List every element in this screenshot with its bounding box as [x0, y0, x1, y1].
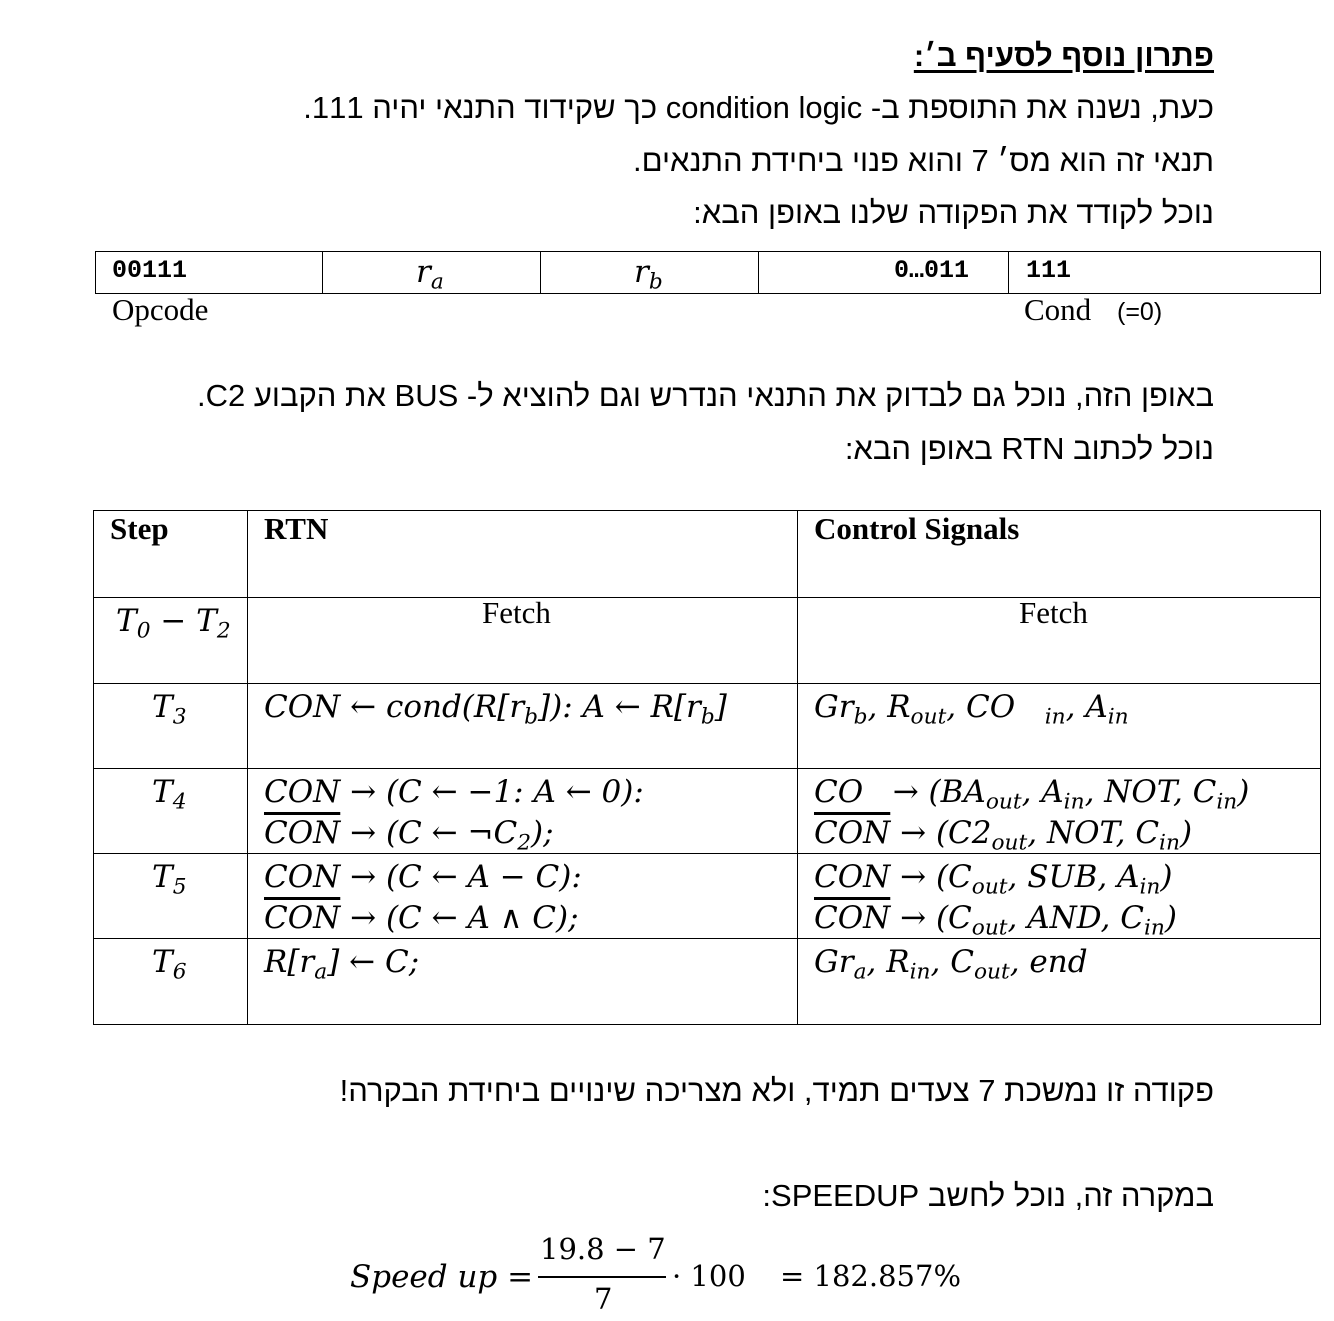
- signals-t6: $Gr_a$, $R_{in}$, $C_{out}$, end: [814, 944, 1088, 985]
- intro-line-3: נוכל לקודד את הפקודה שלנו באופן הבא:: [693, 195, 1214, 230]
- rtn-t5-line2: $\overline{CON} \to (C$ ← A ∧ C);: [264, 900, 579, 936]
- signals-t5-line2: $\overline{CON} \to (C_{out}$, AND, $C_{in}$): [814, 900, 1177, 941]
- speedup-denominator: 7: [594, 1282, 613, 1316]
- rtn-fetch: Fetch: [482, 595, 551, 630]
- rtn-table: [93, 510, 1321, 1025]
- rtn-t3: CON ← $cond(R[r_b])$: A ← $R[r_b]$: [264, 689, 727, 730]
- after-line-1: פקודה זו נמשכת 7 צעדים תמיד, ולא מצריכה שינויים ביחידת הבקרה!: [339, 1073, 1214, 1108]
- rtn-t4-line2: $\overline{CON} \to (C$ ← $\neg C_2$);: [264, 815, 554, 856]
- step-t3: $T_3$: [152, 689, 187, 730]
- intro-line-1: כעת, נשנה את התוספת ב- condition logic כך שקידוד התנאי יהיה 111.: [303, 90, 1214, 125]
- signals-t4-line2: $\overline{CON} \to (C2_{out}$, NOT, $C_{in}$): [814, 815, 1193, 856]
- cond-bits: 111: [1026, 256, 1072, 285]
- rtn-t4-line1: CON → (C ← −1: A ← 0):: [264, 774, 644, 810]
- constant-bits: 0…011: [894, 256, 970, 285]
- step-t0-t2: $T_0 - T_2$: [116, 603, 231, 644]
- step-t6: $T_6$: [152, 944, 187, 985]
- middle-line-1: באופן הזה, נוכל גם לבדוק את התנאי הנדרש וגם להוציא ל- BUS את הקבוע C2.: [196, 378, 1214, 413]
- opcode-bits: 00111: [112, 256, 188, 285]
- step-t5: $T_5$: [152, 859, 187, 900]
- instruction-encoding-table: [95, 251, 1321, 294]
- after-line-2: במקרה זה, נוכל לחשב SPEEDUP:: [762, 1178, 1214, 1213]
- cond-note: (=0): [1117, 298, 1163, 326]
- ra-field: $r_a$: [416, 254, 444, 295]
- signals-t5-line1: CON → ($C_{out}$, SUB, $A_{in}$): [814, 859, 1173, 900]
- fraction-bar: [538, 1276, 666, 1278]
- intro-line-2: תנאי זה הוא מס׳ 7 והוא פנוי ביחידת התנאים.: [632, 143, 1214, 178]
- signals-fetch: Fetch: [1019, 595, 1088, 630]
- speedup-times: · 100: [672, 1259, 746, 1293]
- header-rtn: RTN: [264, 511, 329, 546]
- signals-t3: $Gr_b$, $R_{out}$, CO $_{in}$, $A_{in}$: [814, 689, 1129, 730]
- step-t4: $T_4$: [152, 774, 187, 815]
- speedup-numerator: 19.8 − 7: [540, 1232, 666, 1266]
- cond-label: Cond: [1024, 292, 1092, 327]
- rb-field: $r_b$: [634, 254, 663, 295]
- section-title: פתרון נוסף לסעיף ב׳:: [913, 38, 1214, 73]
- rtn-t5-line1: CON → (C ← A − C):: [264, 859, 582, 895]
- middle-line-2: נוכל לכתוב RTN באופן הבא:: [844, 431, 1214, 466]
- header-step: Step: [110, 511, 169, 546]
- speedup-label: Speed up =: [350, 1259, 534, 1295]
- signals-t4-line1: CO → ($BA_{out}$, $A_{in}$, NOT, $C_{in}$): [814, 774, 1250, 815]
- header-control-signals: Control Signals: [814, 511, 1020, 546]
- speedup-result: = 182.857%: [780, 1259, 961, 1293]
- rtn-t6: $R[r_a]$ ← C;: [264, 944, 420, 985]
- speedup-formula: [350, 1232, 970, 1317]
- opcode-label: Opcode: [112, 292, 209, 327]
